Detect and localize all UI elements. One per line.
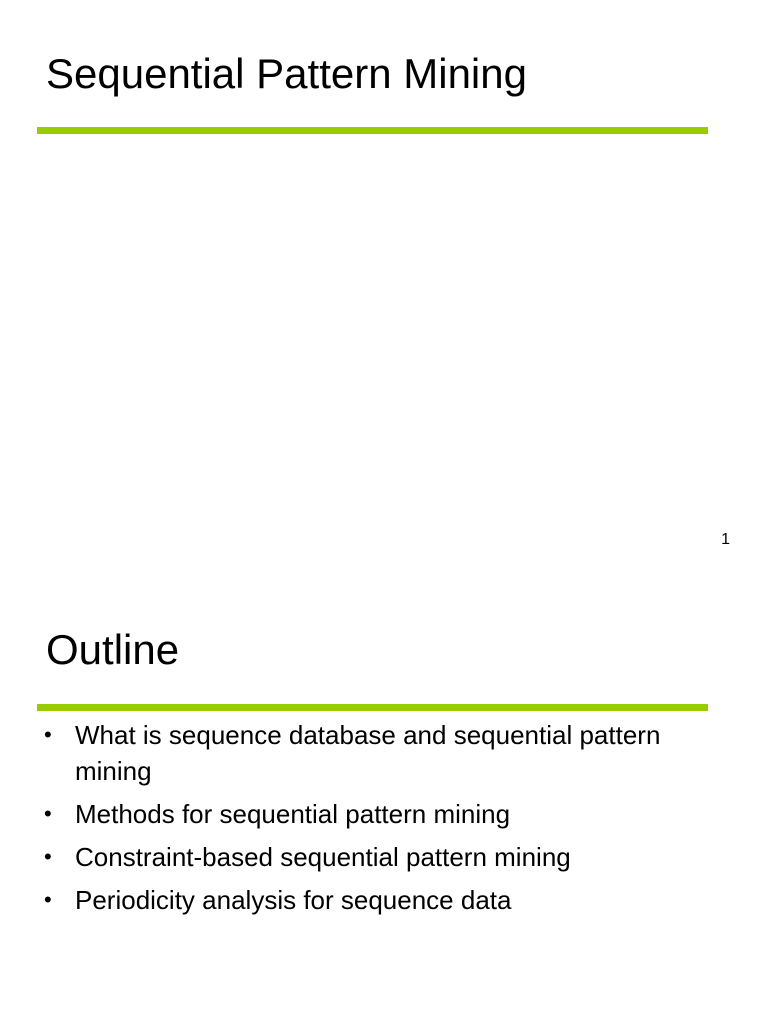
list-item-text: Methods for sequential pattern mining — [75, 799, 511, 829]
bullet-icon: • — [44, 801, 52, 826]
slide-title: Outline — [46, 626, 180, 673]
list-item — [44, 717, 684, 789]
list-item-text: What is sequence database and sequential pattern mining — [75, 720, 661, 786]
list-item — [44, 796, 684, 832]
page-number: 1 — [721, 531, 730, 548]
title-underline — [37, 127, 708, 134]
title-underline — [37, 704, 708, 711]
list-item — [44, 839, 684, 875]
slide-title: Sequential Pattern Mining — [46, 50, 527, 97]
list-item-text: Periodicity analysis for sequence data — [75, 885, 512, 915]
list-item — [44, 882, 684, 918]
outline-list — [44, 717, 684, 925]
bullet-icon: • — [44, 722, 52, 747]
list-item-text: Constraint-based sequential pattern mining — [75, 842, 571, 872]
bullet-icon: • — [44, 887, 52, 912]
slide-2 — [0, 576, 768, 1024]
bullet-icon: • — [44, 844, 52, 869]
